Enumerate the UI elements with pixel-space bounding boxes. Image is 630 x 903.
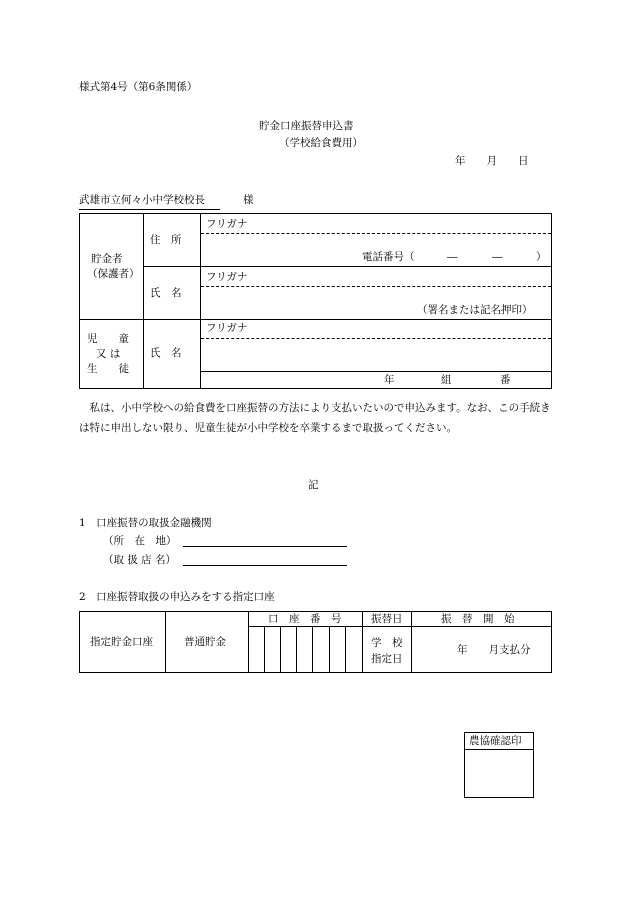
- form-title: 貯金口座振替申込書: [259, 120, 354, 132]
- address-furigana: フリガナ: [206, 218, 248, 230]
- bank-branch-label: （取 扱 店 名）: [103, 554, 177, 566]
- student-name-label: 氏 名: [150, 347, 182, 359]
- phone-close: ）: [536, 251, 547, 263]
- student-label-1: 児 童: [87, 333, 129, 345]
- stamp-box-label: 農協確認印: [469, 735, 522, 747]
- phone-dash-1: ―: [447, 251, 458, 263]
- student-number-label: 番: [500, 374, 511, 386]
- depositor-label: 貯金者: [91, 253, 123, 265]
- student-label-2: 又 は: [96, 348, 121, 360]
- bank-branch-underline: [183, 565, 347, 566]
- ki-mark: 記: [308, 479, 319, 491]
- student-name-furigana: フリガナ: [206, 322, 248, 334]
- bank-location-underline: [183, 546, 347, 547]
- phone-dash-2: ―: [492, 251, 503, 263]
- school-label-2: 指定日: [371, 653, 403, 665]
- depositor-name-label: 氏 名: [150, 287, 182, 299]
- addressee-honorific: 様: [243, 194, 254, 206]
- address-label: 住 所: [150, 234, 182, 246]
- student-label-3: 生 徒: [87, 363, 129, 375]
- school-label-1: 学 校: [371, 637, 403, 649]
- depositor-guardian-label: （保護者）: [87, 268, 140, 280]
- addressee-underline: [79, 209, 220, 210]
- date-line: 年 月 日: [455, 155, 529, 167]
- form-number: 様式第4号（第6条関係）: [79, 81, 198, 93]
- bank-location-label: （所 在 地）: [103, 535, 177, 547]
- form-subtitle: （学校給食費用）: [279, 137, 363, 149]
- transfer-start-header: 振 替 開 始: [441, 613, 515, 625]
- section1-title: 1 口座振替の取扱金融機関: [79, 517, 212, 529]
- signature-note: （署名または記名押印）: [417, 304, 533, 316]
- depositor-name-furigana: フリガナ: [206, 271, 248, 283]
- section2-title: 2 口座振替取扱の申込みをする指定口座: [79, 591, 275, 603]
- consent-paragraph: 私は、小中学校への給食費を口座振替の方法により支払いたいので申込みます。なお、この手続きは特に申出しない限り、児童生徒が小中学校を卒業するまで取扱ってください。: [79, 402, 551, 434]
- transfer-day-header: 振替日: [371, 613, 403, 625]
- transfer-start-value: 年 月支払分: [457, 644, 531, 656]
- class-label: 組: [441, 374, 452, 386]
- account-label: 指定貯金口座: [90, 636, 153, 648]
- account-number-header: 口 座 番 号: [268, 613, 342, 625]
- grade-label: 年: [384, 374, 395, 386]
- phone-label: 電話番号（: [362, 251, 415, 263]
- account-type: 普通貯金: [184, 636, 226, 648]
- addressee-name: 武雄市立何々小中学校校長: [79, 194, 205, 206]
